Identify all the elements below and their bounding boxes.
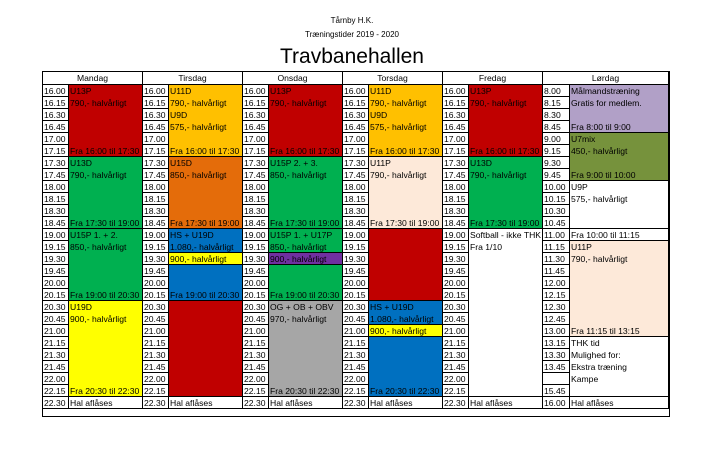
session-text: Hal aflåses	[70, 398, 113, 408]
time-cell: 19.45	[143, 265, 169, 277]
time-cell: 20.00	[243, 277, 269, 289]
session-text: U11D	[370, 86, 392, 96]
time-cell: 19.15	[343, 241, 369, 253]
time-cell: 20.00	[443, 277, 469, 289]
time-cell: 17.45	[243, 169, 269, 181]
time-cell: 18.15	[243, 193, 269, 205]
time-cell: 11.00	[543, 229, 570, 241]
time-cell: 16.00	[143, 85, 169, 97]
time-cell: 17.00	[43, 133, 69, 145]
time-cell: 12.30	[543, 301, 570, 313]
session-text: Mulighed for:	[571, 350, 621, 360]
time-cell: 17.30	[43, 157, 69, 169]
session-text: Fra 19:00 til 20:30	[370, 290, 440, 300]
time-cell: 19.00	[143, 229, 169, 241]
session-block	[69, 301, 143, 397]
time-cell: 19.45	[43, 265, 69, 277]
time-cell: 21.00	[243, 325, 269, 337]
session-block	[369, 157, 443, 229]
session-text: 1.080,- halvårligt	[170, 242, 234, 252]
session-text: 575,- halvårligt	[571, 194, 628, 204]
session-text: U19D	[70, 302, 92, 312]
time-cell: 20.30	[43, 301, 69, 313]
time-cell: 17.15	[143, 145, 169, 157]
time-cell: 22.30	[443, 397, 469, 409]
time-cell: 19.30	[43, 253, 69, 265]
session-text: 790,- halvårligt	[571, 254, 628, 264]
time-cell: 20.45	[443, 313, 469, 325]
time-cell: 17.45	[343, 169, 369, 181]
time-cell: 20.00	[43, 277, 69, 289]
time-cell: 10.30	[543, 205, 570, 217]
session-text: 970,- halvårligt	[270, 314, 327, 324]
time-cell	[543, 373, 570, 385]
session-text: 575,- halvårligt	[370, 122, 427, 132]
time-cell: 17.30	[443, 157, 469, 169]
time-cell: 10.45	[543, 217, 570, 229]
time-cell: 20.00	[143, 277, 169, 289]
time-cell: 21.45	[343, 361, 369, 373]
session-text: Hal aflåses	[170, 398, 213, 408]
session-text: 850,- halvårligt	[270, 242, 327, 252]
time-cell: 21.45	[143, 361, 169, 373]
time-cell: 20.30	[243, 301, 269, 313]
time-cell: 18.00	[243, 181, 269, 193]
session-text: U11D	[170, 86, 192, 96]
session-text: 790,- halvårligt	[470, 98, 527, 108]
time-cell: 9.15	[543, 145, 570, 157]
session-block	[69, 229, 143, 301]
session-text: 1.080,- halvårligt	[370, 314, 434, 324]
time-cell: 17.30	[343, 157, 369, 169]
session-text: U15D	[170, 158, 192, 168]
time-cell: 22.15	[243, 385, 269, 397]
session-text: Fra 16:00 til 17:30	[370, 146, 440, 156]
session-text: U15P 1. + 2.	[70, 230, 118, 240]
time-cell: 19.30	[143, 253, 169, 265]
session-text: 450,- halvårligt	[571, 146, 628, 156]
session-text: Softball - ikke THK	[470, 230, 542, 240]
session-text: 900,- halvårligt	[170, 254, 227, 264]
session-text: Fra 20:30 til 22:30	[170, 386, 240, 396]
session-text: THK tid	[571, 338, 600, 348]
session-text: 900,- halvårligt	[370, 254, 427, 264]
time-cell: 16.30	[243, 109, 269, 121]
session-text: U15P 2. + 3.	[270, 158, 318, 168]
time-cell: 18.45	[443, 217, 469, 229]
time-cell: 19.15	[143, 241, 169, 253]
time-cell: 16.15	[443, 97, 469, 109]
time-cell: 17.45	[43, 169, 69, 181]
session-text: 790,- halvårligt	[70, 170, 127, 180]
session-text: Fra 17:30 til 19:00	[370, 218, 440, 228]
time-cell: 20.30	[443, 301, 469, 313]
session-text: 850,- halvårligt	[270, 170, 327, 180]
time-cell: 20.15	[43, 289, 69, 301]
session-text: 850,- halvårligt	[170, 170, 227, 180]
session-block	[169, 157, 243, 229]
session-text: Fra 8:00 til 9:00	[571, 122, 631, 132]
time-cell: 15.45	[543, 385, 570, 397]
session-text: 900,- halvårligt	[170, 326, 227, 336]
day-header: Mandag	[43, 72, 143, 85]
time-cell: 17.45	[143, 169, 169, 181]
time-cell: 13.15	[543, 337, 570, 349]
time-cell: 22.15	[43, 385, 69, 397]
session-text: Hal aflåses	[370, 398, 413, 408]
session-text: Fra 16:00 til 17:30	[270, 146, 340, 156]
session-text: U15P 1. + U17P	[270, 230, 333, 240]
time-cell: 9.30	[543, 157, 570, 169]
session-text: 790,- halvårligt	[370, 170, 427, 180]
time-cell: 21.15	[343, 337, 369, 349]
session-block	[369, 301, 443, 325]
session-text: 1.080,- halvårligt	[370, 242, 434, 252]
page-title: Travbanehallen	[280, 45, 424, 68]
session-text: 790,- halvårligt	[370, 98, 427, 108]
session-text: U9D	[170, 110, 188, 120]
time-cell: 16.15	[243, 97, 269, 109]
session-block	[570, 241, 669, 337]
session-text: 900,- halvårligt	[270, 254, 327, 264]
time-cell: 8.45	[543, 121, 570, 133]
time-cell: 18.30	[243, 205, 269, 217]
session-block	[570, 337, 669, 397]
time-cell: 21.15	[443, 337, 469, 349]
time-cell: 21.00	[443, 325, 469, 337]
time-cell: 8.15	[543, 97, 570, 109]
time-cell: 18.00	[43, 181, 69, 193]
season-subtitle: Træningstider 2019 - 2020	[305, 30, 399, 39]
session-block	[469, 229, 543, 397]
session-text: Gratis for medlem.	[571, 98, 642, 108]
day-header: Tirsdag	[143, 72, 243, 85]
time-cell: 22.15	[143, 385, 169, 397]
session-text: U13P	[470, 86, 492, 96]
day-header: Lørdag	[543, 72, 669, 85]
time-cell: 20.45	[43, 313, 69, 325]
time-cell: 22.00	[143, 373, 169, 385]
time-cell: 22.30	[143, 397, 169, 409]
session-text: Fra 1/10	[470, 242, 503, 252]
time-cell: 17.15	[43, 145, 69, 157]
time-cell: 19.15	[43, 241, 69, 253]
session-text: 900,- halvårligt	[370, 326, 427, 336]
time-cell: 19.45	[343, 265, 369, 277]
time-cell: 21.45	[443, 361, 469, 373]
time-cell: 18.45	[243, 217, 269, 229]
time-cell: 18.15	[143, 193, 169, 205]
session-block	[269, 157, 343, 229]
session-block	[570, 85, 669, 133]
time-cell: 18.45	[43, 217, 69, 229]
session-text: U13P	[70, 86, 92, 96]
time-cell: 19.00	[443, 229, 469, 241]
day-header: Fredag	[443, 72, 543, 85]
time-cell: 17.45	[443, 169, 469, 181]
session-block	[369, 397, 443, 409]
time-cell: 22.15	[343, 385, 369, 397]
time-cell: 22.00	[243, 373, 269, 385]
time-cell: 13.45	[543, 361, 570, 373]
session-block	[570, 133, 669, 181]
time-cell: 17.00	[343, 133, 369, 145]
time-cell: 19.45	[443, 265, 469, 277]
time-cell: 16.15	[143, 97, 169, 109]
time-cell: 17.00	[443, 133, 469, 145]
time-cell: 19.45	[243, 265, 269, 277]
time-cell: 19.30	[443, 253, 469, 265]
day-header: Torsdag	[343, 72, 443, 85]
time-cell: 18.15	[343, 193, 369, 205]
time-cell: 22.00	[343, 373, 369, 385]
time-cell: 20.45	[343, 313, 369, 325]
time-cell: 13.00	[543, 325, 570, 337]
session-text: Fra 10:00 til 11:15	[571, 230, 640, 240]
time-cell: 17.30	[243, 157, 269, 169]
time-cell: 17.15	[343, 145, 369, 157]
time-cell: 18.45	[143, 217, 169, 229]
session-text: 790,- halvårligt	[470, 170, 527, 180]
time-cell: 18.15	[43, 193, 69, 205]
time-cell: 16.45	[343, 121, 369, 133]
time-cell: 9.00	[543, 133, 570, 145]
session-text: 790,- halvårligt	[70, 98, 127, 108]
session-text: 790,- halvårligt	[270, 98, 327, 108]
time-cell: 19.15	[443, 241, 469, 253]
time-cell: 16.00	[543, 397, 570, 409]
session-text: DS + U19P	[170, 302, 214, 312]
session-block	[369, 325, 443, 337]
time-cell: 12.45	[543, 313, 570, 325]
schedule-table	[42, 71, 670, 417]
session-block	[169, 397, 243, 409]
session-text: Fra 17:30 til 19:00	[270, 218, 340, 228]
time-cell: 18.30	[343, 205, 369, 217]
time-cell: 16.00	[343, 85, 369, 97]
time-cell: 18.00	[343, 181, 369, 193]
session-text: Fra 17:30 til 19:00	[70, 218, 140, 228]
session-block	[169, 85, 243, 157]
session-text: Fra 19:00 til 20:30	[70, 290, 140, 300]
time-cell: 20.30	[343, 301, 369, 313]
session-block	[69, 85, 143, 157]
session-text: Fra 16:00 til 17:30	[470, 146, 540, 156]
time-cell: 21.15	[143, 337, 169, 349]
time-cell: 17.15	[243, 145, 269, 157]
time-cell: 17.15	[443, 145, 469, 157]
time-cell: 16.30	[443, 109, 469, 121]
session-text: HS + U19D	[370, 302, 414, 312]
time-cell: 16.45	[443, 121, 469, 133]
session-block	[269, 397, 343, 409]
time-cell: 19.30	[343, 253, 369, 265]
time-cell: 21.00	[343, 325, 369, 337]
session-text: U11P	[370, 158, 391, 168]
time-cell: 11.30	[543, 253, 570, 265]
session-text: Hal aflåses	[571, 398, 614, 408]
time-cell: 10.15	[543, 193, 570, 205]
time-cell: 8.00	[543, 85, 570, 97]
session-text: Kampe	[571, 374, 599, 384]
session-text: Målmandstræning	[571, 86, 640, 96]
session-text: Fra 19:00 til 20:30	[270, 290, 340, 300]
session-text: Ekstra træning	[571, 362, 627, 372]
session-block	[570, 229, 669, 241]
time-cell: 18.15	[443, 193, 469, 205]
session-text: 1.080,- halvårligt	[170, 314, 234, 324]
time-cell: 21.00	[143, 325, 169, 337]
time-cell: 16.30	[143, 109, 169, 121]
session-block	[169, 265, 243, 301]
time-cell: 16.45	[43, 121, 69, 133]
session-block	[469, 85, 543, 157]
time-cell: 21.30	[143, 349, 169, 361]
time-cell: 20.15	[143, 289, 169, 301]
time-cell: 19.00	[243, 229, 269, 241]
time-cell: 16.00	[43, 85, 69, 97]
time-cell: 10.00	[543, 181, 570, 193]
time-cell: 20.15	[243, 289, 269, 301]
session-block	[169, 229, 243, 253]
time-cell: 16.00	[243, 85, 269, 97]
time-cell: 21.30	[243, 349, 269, 361]
session-text: U9D	[370, 110, 388, 120]
session-text: U13D	[470, 158, 492, 168]
time-cell: 16.45	[143, 121, 169, 133]
session-text: Fra 19:00 til 20:30	[170, 290, 240, 300]
time-cell: 12.00	[543, 277, 570, 289]
session-block	[369, 229, 443, 301]
session-text: Hal aflåses	[270, 398, 313, 408]
time-cell: 19.00	[43, 229, 69, 241]
session-block	[169, 301, 243, 397]
time-cell: 18.00	[443, 181, 469, 193]
time-cell: 22.00	[43, 373, 69, 385]
time-cell: 22.30	[343, 397, 369, 409]
time-cell: 8.30	[543, 109, 570, 121]
time-cell: 11.45	[543, 265, 570, 277]
session-block	[469, 157, 543, 229]
session-block	[269, 265, 343, 301]
time-cell: 18.30	[443, 205, 469, 217]
session-text: Fra 9:00 til 10:00	[571, 170, 636, 180]
session-text: HS + U19D	[170, 230, 214, 240]
time-cell: 12.15	[543, 289, 570, 301]
time-cell: 21.30	[343, 349, 369, 361]
time-cell: 20.30	[143, 301, 169, 313]
session-text: Fra 17:30 til 19:00	[470, 218, 540, 228]
time-cell: 16.45	[243, 121, 269, 133]
session-text: 575,- halvårligt	[170, 122, 227, 132]
time-cell: 19.30	[243, 253, 269, 265]
time-cell: 20.15	[343, 289, 369, 301]
session-text: 790,- halvårligt	[170, 98, 227, 108]
time-cell: 21.15	[243, 337, 269, 349]
time-cell: 20.15	[443, 289, 469, 301]
session-block	[269, 253, 343, 265]
time-cell: 22.30	[43, 397, 69, 409]
session-text: U13D	[70, 158, 92, 168]
session-block	[69, 157, 143, 229]
time-cell: 16.15	[343, 97, 369, 109]
time-cell: 9.45	[543, 169, 570, 181]
time-cell: 21.30	[443, 349, 469, 361]
time-cell: 11.15	[543, 241, 570, 253]
time-cell: 21.45	[243, 361, 269, 373]
time-cell: 21.45	[43, 361, 69, 373]
time-cell: 18.30	[43, 205, 69, 217]
session-block	[570, 397, 669, 409]
time-cell: 22.00	[443, 373, 469, 385]
club-name: Tårnby H.K.	[330, 16, 374, 25]
session-text: 850,- halvårligt	[70, 242, 127, 252]
time-cell: 13.30	[543, 349, 570, 361]
session-block	[269, 85, 343, 157]
session-block	[269, 301, 343, 397]
day-header: Onsdag	[243, 72, 343, 85]
time-cell: 17.30	[143, 157, 169, 169]
session-text: U9P	[571, 182, 588, 192]
session-block	[169, 253, 243, 265]
time-cell: 19.00	[343, 229, 369, 241]
session-text: U7mix	[571, 134, 596, 144]
time-cell: 21.30	[43, 349, 69, 361]
time-cell: 19.15	[243, 241, 269, 253]
time-cell: 21.15	[43, 337, 69, 349]
session-text: 900,- halvårligt	[70, 314, 127, 324]
time-cell: 16.30	[343, 109, 369, 121]
time-cell: 20.00	[343, 277, 369, 289]
time-cell: 21.00	[43, 325, 69, 337]
session-block	[269, 229, 343, 253]
session-block	[570, 181, 669, 229]
session-block	[469, 397, 543, 409]
session-text: U11P	[571, 242, 592, 252]
session-text: Fra 17:30 til 19:00	[170, 218, 240, 228]
time-cell: 18.45	[343, 217, 369, 229]
time-cell: 20.45	[143, 313, 169, 325]
time-cell: 16.30	[43, 109, 69, 121]
session-text: Fra 16:00 til 17:30	[70, 146, 140, 156]
time-cell: 18.30	[143, 205, 169, 217]
session-text: Fra 16:00 til 17:30	[170, 146, 240, 156]
time-cell: 18.00	[143, 181, 169, 193]
time-cell: 17.00	[143, 133, 169, 145]
session-text: Hal aflåses	[470, 398, 513, 408]
session-block	[369, 337, 443, 397]
session-text: Fra 11:15 til 13:15	[571, 326, 640, 336]
time-cell: 16.00	[443, 85, 469, 97]
time-cell: 16.15	[43, 97, 69, 109]
session-text: U13P	[270, 86, 292, 96]
session-block	[69, 397, 143, 409]
time-cell: 22.15	[443, 385, 469, 397]
time-cell: 17.00	[243, 133, 269, 145]
session-text: Fra 20:30 til 22:30	[370, 386, 440, 396]
session-text: Fra 20:30 til 22:30	[70, 386, 140, 396]
time-cell: 20.45	[243, 313, 269, 325]
session-block	[369, 85, 443, 157]
session-text: OG + OB + OBV	[270, 302, 334, 312]
time-cell: 22.30	[243, 397, 269, 409]
session-text: DS + U19P	[370, 230, 414, 240]
session-text: Fra 20:30 til 22:30	[270, 386, 340, 396]
